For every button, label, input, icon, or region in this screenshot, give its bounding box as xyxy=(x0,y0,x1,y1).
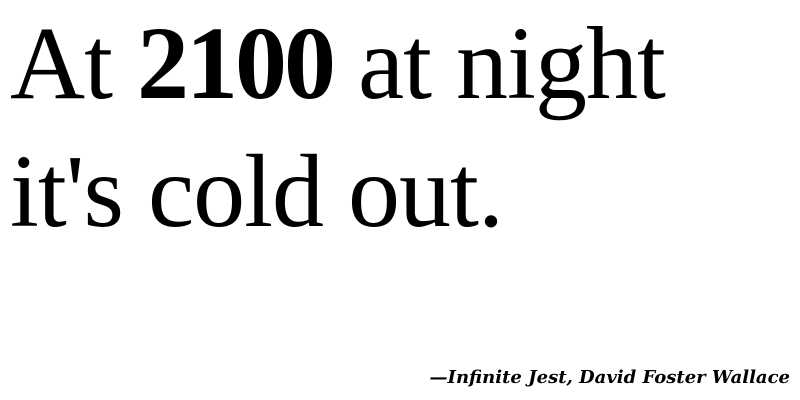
quote-line-1-prefix: At xyxy=(10,6,137,121)
quote-line-1-suffix: at night xyxy=(333,6,665,121)
quote xyxy=(10,0,790,256)
quote-line-2: it's cold out. xyxy=(10,134,503,249)
quote-time-emphasis: 2100 xyxy=(137,6,333,121)
attribution: —Infinite Jest, David Foster Wallace xyxy=(429,367,790,388)
quote-line-1 xyxy=(10,0,790,128)
